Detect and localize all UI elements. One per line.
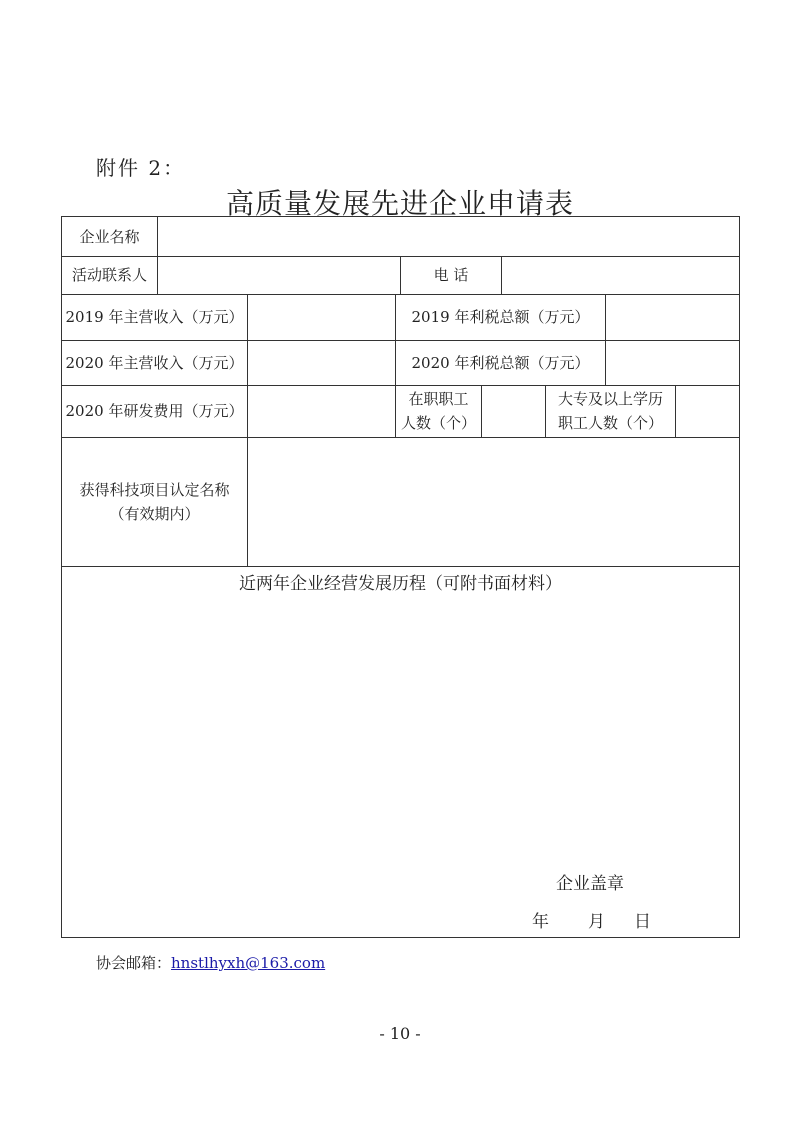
tax-2019-label: 2019 年利税总额（万元） xyxy=(411,308,590,326)
page-number: - 10 - xyxy=(379,1024,421,1043)
date-month-label: 月 xyxy=(588,912,605,932)
tax-2020-input[interactable] xyxy=(606,340,739,385)
contact-person-label: 活动联系人 xyxy=(71,266,147,284)
employees-label xyxy=(396,385,481,437)
tech-projects-label xyxy=(62,438,247,566)
college-staff-label-line1: 大专及以上学历 xyxy=(557,390,663,408)
email-label: 协会邮箱： xyxy=(96,954,172,972)
date-year-label: 年 xyxy=(532,912,549,932)
revenue-2020-input[interactable] xyxy=(248,340,395,385)
tax-2020-label: 2020 年利税总额（万元） xyxy=(411,353,590,372)
company-name-label: 企业名称 xyxy=(79,227,140,246)
date-day-label: 日 xyxy=(634,912,651,932)
tech-projects-label-line2: （有效期内） xyxy=(109,505,200,523)
employees-label-line1: 在职职工 xyxy=(408,390,469,408)
phone-label: 电 话 xyxy=(433,266,469,284)
association-email xyxy=(96,952,325,973)
college-staff-input[interactable] xyxy=(676,385,739,437)
development-history-label: 近两年企业经营发展历程（可附书面材料） xyxy=(239,574,562,594)
college-staff-label-line2: 职工人数（个） xyxy=(557,414,663,432)
company-name-input[interactable] xyxy=(158,217,739,256)
revenue-2020-label: 2020 年主营收入（万元） xyxy=(65,353,244,372)
email-link[interactable]: hnstlhyxh@163.com xyxy=(171,954,326,972)
attachment-label: 附件 2： xyxy=(96,156,186,180)
college-staff-label xyxy=(546,385,675,437)
rd-expense-2020-input[interactable] xyxy=(248,385,395,437)
tech-projects-input[interactable] xyxy=(248,438,739,566)
application-form-table xyxy=(61,216,740,938)
contact-person-input[interactable] xyxy=(158,256,400,294)
phone-input[interactable] xyxy=(502,256,739,294)
development-history-area[interactable] xyxy=(62,567,739,937)
revenue-2019-label: 2019 年主营收入（万元） xyxy=(65,308,244,326)
form-title: 高质量发展先进企业申请表 xyxy=(225,187,574,220)
tech-projects-label-line1: 获得科技项目认定名称 xyxy=(79,481,230,499)
rd-expense-2020-label: 2020 年研发费用（万元） xyxy=(65,402,244,420)
company-seal-label: 企业盖章 xyxy=(556,874,624,894)
tax-2019-input[interactable] xyxy=(606,294,739,340)
revenue-2019-input[interactable] xyxy=(248,294,395,340)
employees-input[interactable] xyxy=(482,385,545,437)
employees-label-line2: 人数（个） xyxy=(400,414,476,432)
